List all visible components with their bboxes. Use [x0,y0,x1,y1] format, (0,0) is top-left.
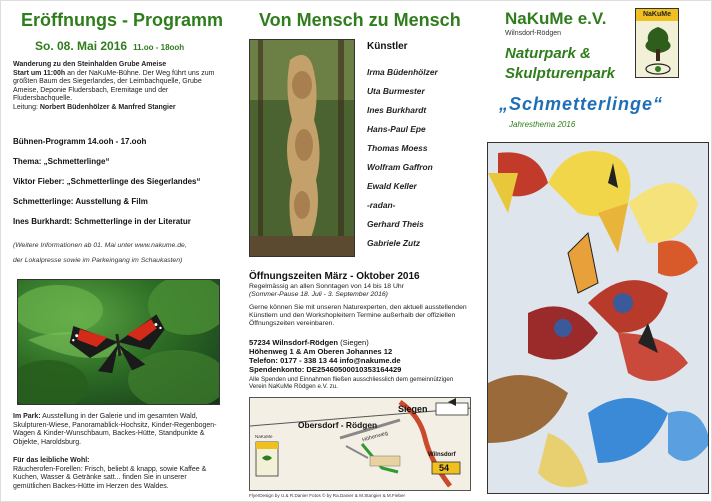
food-block [13,457,225,491]
nakume-logo [635,8,679,78]
park-block [13,413,225,447]
map-label-siegen: Siegen [398,404,428,414]
theme-title: „Schmetterlinge“ [499,94,664,114]
address-street: Höhenweg 1 & Am Oberen Johannes 12 [249,347,393,356]
map-road-number: 54 [439,463,450,473]
logo-label: NaKuMe [636,9,678,21]
park-line1: Naturpark & [505,45,591,62]
park-text: Ausstellung in der Galerie und im gesamten Wald, Skulpturen-Wiese, Panoramablick-Hochsitz, Kinder-Regenbogen-Wagen & Kinder-Wunschbaum, Backes-Hütte, Standpunkte & Objekte, Haroldsburg. [13,413,217,446]
artists-column [241,1,477,501]
location-map [249,397,471,491]
opening-date [35,39,184,53]
info-note-line1: (Weitere Informationen ab 01. Mai unter www.nakume.de, [13,242,187,249]
address-city: 57234 Wilnsdorf-Rödgen [249,338,338,347]
park-label: Im Park: [13,413,41,420]
artist-item: Wolfram Gaffron [367,162,433,172]
program-item-literature: Ines Burkhardt: Schmetterlinge in der Literatur [13,217,191,226]
info-note-line2: der Lokalpresse sowie im Parkeingang im Schaukasten) [13,257,183,264]
info-note [13,241,225,266]
opening-hours-text [249,283,471,299]
walk-block [13,61,225,113]
donation-account: Spendenkonto: DE25460500010353164429 [249,365,402,374]
map-logo-label: NaKuMe [255,434,273,439]
title-column [479,1,712,501]
exhibition-title: Von Mensch zu Mensch [259,10,461,30]
donation-note: Alle Spenden und Einnahmen fließen ausschliesslich dem gemeinnützigen Verein NaKuMe Rödgen e.V. zu. [249,376,454,390]
contact-block [249,338,471,374]
artist-item: Hans-Paul Epe [367,124,426,134]
guide-text: Gerne können Sie mit unseren Naturexperten, den aktuell ausstellenden Künstlern und den Workshopleitern Termine außerhalb der offiziellen Öffnungszeiten vereinbaren. [249,304,467,327]
food-text: Räucherofen-Forellen: Frisch, beliebt & knapp, sowie Kaffee & Kuchen, Wasser & Getränke satt... finden Sie in unserer gemütlichen Backes-Hütte im Herzen des Waldes. [13,465,207,490]
artist-item: Uta Burmester [367,86,425,96]
opening-line2: (Sommer-Pause 18. Juli - 3. September 2016) [249,290,388,298]
address-region: (Siegen) [337,338,369,347]
program-item-theme: Thema: „Schmetterlinge“ [13,157,110,166]
artist-item: Irma Büdenhölzer [367,67,438,77]
walk-start: Start um 11:00h [13,69,66,77]
phone-email[interactable]: Telefon: 0177 - 338 13 44 info@nakume.de [249,356,401,365]
artist-item: -radan- [367,200,396,210]
walk-heading: Wanderung zu den Steinhalden Grube Ameise [13,61,167,68]
opening-line1: Regelmässig an allen Sonntagen von 14 bis 18 Uhr [249,283,404,290]
map-label-street: Höhenweg [361,430,389,444]
program-item-fieber: Viktor Fieber: „Schmetterlinge des Siegerlandes“ [13,177,201,186]
food-label: Für das leibliche Wohl: [13,457,90,464]
artists-heading: Künstler [367,41,408,52]
butterfly-photo [17,279,220,405]
butterfly-painting [487,142,709,494]
program-item-exhibition: Schmetterlinge: Ausstellung & Film [13,197,148,206]
walk-text: an der NaKuMe-Bühne. Der Weg führt uns zum größten Baum des Siegerlandes, der Leimbachquelle, Grube Ameise, Deponie Fludersbach, Eremitage und der Fludersbachquelle. [13,69,215,103]
program-item-stage: Bühnen-Programm 14.ooh - 17.ooh [13,137,147,146]
brand-name: NaKuMe e.V. [505,9,607,28]
artist-item: Gerhard Theis [367,219,424,229]
program-column [1,1,239,501]
time-text: 11.oo - 18ooh [133,43,185,52]
program-title: Eröffnungs - Programm [21,10,224,30]
map-label-obersdorf: Obersdorf - Rödgen [298,420,378,430]
map-label-wilnsdorf: Wilnsdorf [428,452,456,458]
sculpture-photo [249,39,355,257]
opening-hours-title: Öffnungszeiten März - Oktober 2016 [249,271,420,282]
artist-item: Ines Burkhardt [367,105,427,115]
credits-line: FlyerDesign by U.& R.Danier Fotos © by Ra.Danier & M.Stangier & M.Fieber [249,493,406,498]
artist-item: Ewald Keller [367,181,417,191]
walk-lead-label: Leitung: [13,103,40,111]
brand-location: Wilnsdorf-Rödgen [505,30,562,37]
walk-lead: Norbert Büdenhölzer & Manfred Stangier [39,103,176,111]
park-line2: Skulpturenpark [505,65,616,82]
artist-item: Gabriele Zutz [367,238,421,248]
date-text: So. 08. Mai 2016 [35,39,128,53]
theme-year: Jahresthema 2016 [509,120,576,129]
artist-item: Thomas Moess [367,143,428,153]
